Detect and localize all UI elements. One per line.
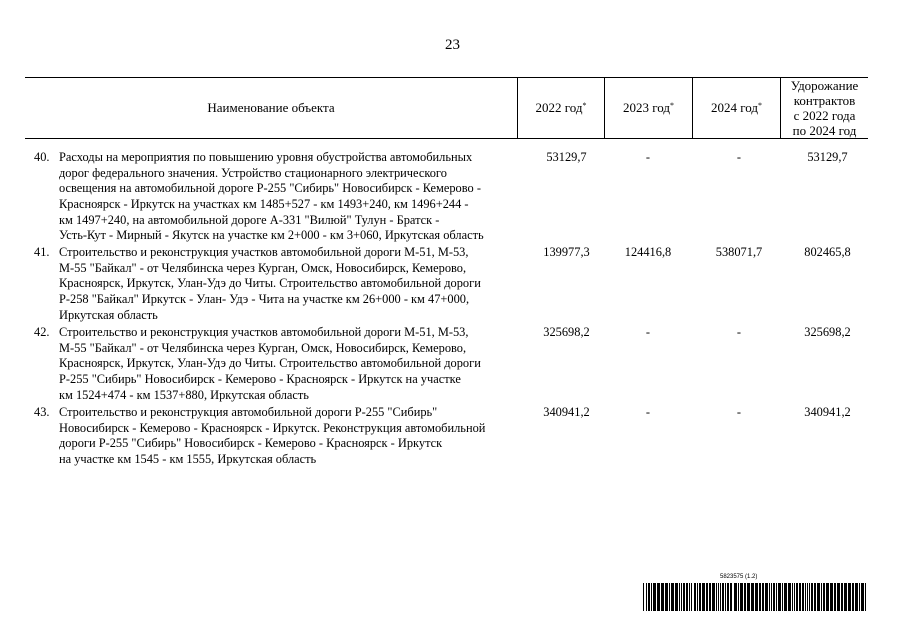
barcode-bar: [712, 583, 715, 611]
barcode-bar: [747, 583, 750, 611]
value-total: 340941,2: [804, 405, 851, 419]
barcode-bar: [814, 583, 816, 611]
barcode-bar: [725, 583, 726, 611]
value-2024: -: [736, 325, 742, 339]
barcode-bar: [653, 583, 656, 611]
barcode-bar: [661, 583, 664, 611]
barcode-bar: [771, 583, 772, 611]
barcode-bar: [665, 583, 668, 611]
value-total: 325698,2: [804, 325, 851, 339]
barcode-bar: [809, 583, 810, 611]
barcode-bar: [834, 583, 836, 611]
header-cost-increase: Удорожание контрактов с 2022 года по 2024 год: [790, 77, 859, 138]
barcode-bar: [730, 583, 732, 611]
object-name: Строительство и реконструкция автомобильной дороги Р-255 "Сибирь" Новосибирск - Кемерово - Красноярск - Иркутск. Реконструкция автомобильной дороги Р-255 "Сибирь" Новосибирск - Кемерово - Красноярск - Иркутск на участке км 1545 - км 1555, Иркутская область: [59, 405, 486, 467]
barcode-bar: [646, 583, 647, 611]
value-2022: 340941,2: [543, 405, 590, 419]
barcode-bar: [784, 583, 787, 611]
barcode-bar: [669, 583, 670, 611]
barcode-bar: [738, 583, 739, 611]
barcode-bar: [691, 583, 692, 611]
row-number: 43.: [34, 405, 50, 419]
barcode-bar: [744, 583, 746, 611]
barcode-bar: [718, 583, 719, 611]
barcode-bar: [702, 583, 705, 611]
header-2023: 2023 год *: [623, 100, 674, 115]
barcode-bar: [769, 583, 770, 611]
barcode-bar: [844, 583, 847, 611]
value-2024: -: [736, 405, 742, 419]
row-number: 42.: [34, 325, 50, 339]
barcode-bar: [683, 583, 685, 611]
barcode: [643, 583, 868, 611]
barcode-bar: [765, 583, 768, 611]
barcode-bar: [651, 583, 652, 611]
value-2023: -: [645, 405, 651, 419]
header-2024: 2024 год *: [711, 100, 762, 115]
barcode-bar: [734, 583, 737, 611]
barcode-bar: [751, 583, 754, 611]
barcode-bar: [817, 583, 820, 611]
barcode-bar: [643, 583, 644, 611]
object-name: Строительство и реконструкция участков автомобильной дороги М-51, М-53, М-55 "Байкал" - от Челябинска через Курган, Омск, Новосибирск, Кемерово, Красноярск, Иркутск, Улан-Удэ до Читы. Строительство автомобильной дороги Р-258 "Байкал" Иркутск - Улан- Удэ - Чита на участке км 26+000 - км 47+000, Иркутская область: [59, 245, 481, 322]
barcode-bar: [694, 583, 696, 611]
value-2022: 325698,2: [543, 325, 590, 339]
barcode-bar: [861, 583, 864, 611]
object-name: Расходы на мероприятия по повышению уровня обустройства автомобильных дорог федерального значения. Устройство стационарного электрического освещения на автомобильной дороге Р-255 "Сибирь" Новосибирск - Кемерово - Красноярск - Иркутск на участках км 1485+527 - км 1493+240, км 1496+244 - км 1497+240, на автомобильной дороге А-331 "Вилюй" Тулун - Братск - Усть-Кут - Мирный - Якутск на участке км 2+000 - км 3+060, Иркутская область: [59, 150, 484, 243]
header-object-name: Наименование объекта: [207, 100, 335, 115]
barcode-bar: [794, 583, 795, 611]
barcode-bar: [776, 583, 777, 611]
barcode-bar: [755, 583, 758, 611]
barcode-bar: [706, 583, 708, 611]
barcode-bar: [805, 583, 806, 611]
barcode-bar: [716, 583, 717, 611]
page-number: 23: [445, 37, 460, 53]
barcode-bar: [823, 583, 825, 611]
barcode-bar: [802, 583, 804, 611]
barcode-bar: [740, 583, 743, 611]
barcode-bar: [762, 583, 764, 611]
barcode-bar: [671, 583, 674, 611]
barcode-bar: [675, 583, 678, 611]
object-name: Строительство и реконструкция участков автомобильной дороги М-51, М-53, М-55 "Байкал" - от Челябинска через Курган, Омск, Новосибирск, Кемерово, Красноярск, Иркутск, Улан-Удэ до Читы. Строительство автомобильной дороги Р-255 "Сибирь" Новосибирск - Кемерово - Красноярск - Иркутск на участке км 1524+474 - км 1537+880, Иркутская область: [59, 325, 481, 402]
barcode-bar: [788, 583, 791, 611]
barcode-bar: [837, 583, 840, 611]
barcode-bar: [681, 583, 682, 611]
value-total: 802465,8: [804, 245, 851, 259]
barcode-bar: [859, 583, 860, 611]
barcode-bar: [865, 583, 866, 611]
barcode-bar: [759, 583, 761, 611]
table-header-bottom-rule: [25, 138, 868, 139]
value-total: 53129,7: [807, 150, 848, 164]
barcode-bar: [778, 583, 781, 611]
barcode-bar: [699, 583, 701, 611]
barcode-bar: [830, 583, 833, 611]
barcode-bar: [807, 583, 808, 611]
barcode-bar: [648, 583, 650, 611]
barcode-bar: [727, 583, 729, 611]
barcode-bar: [657, 583, 660, 611]
barcode-bar: [826, 583, 829, 611]
barcode-bar: [848, 583, 851, 611]
barcode-bar: [697, 583, 698, 611]
barcode-bar: [821, 583, 822, 611]
barcode-bar: [841, 583, 843, 611]
barcode-bar: [689, 583, 690, 611]
barcode-bar: [720, 583, 721, 611]
value-2024: -: [736, 150, 742, 164]
barcode-bar: [792, 583, 793, 611]
row-number: 40.: [34, 150, 50, 164]
barcode-bar: [852, 583, 854, 611]
barcode-bar: [855, 583, 858, 611]
barcode-bar: [773, 583, 775, 611]
barcode-bar: [796, 583, 798, 611]
row-number: 41.: [34, 245, 50, 259]
value-2023: 124416,8: [624, 245, 672, 259]
barcode-bar: [799, 583, 801, 611]
value-2022: 139977,3: [543, 245, 590, 259]
value-2022: 53129,7: [546, 150, 587, 164]
barcode-bar: [811, 583, 813, 611]
barcode-bar: [679, 583, 680, 611]
value-2023: -: [645, 150, 651, 164]
barcode-bar: [709, 583, 711, 611]
barcode-label: 5823575 (1.2): [720, 574, 758, 580]
header-2022: 2022 год *: [535, 100, 587, 115]
value-2023: -: [645, 325, 651, 339]
barcode-bar: [782, 583, 783, 611]
value-2024: 538071,7: [715, 245, 763, 259]
barcode-bar: [686, 583, 688, 611]
barcode-bar: [722, 583, 724, 611]
